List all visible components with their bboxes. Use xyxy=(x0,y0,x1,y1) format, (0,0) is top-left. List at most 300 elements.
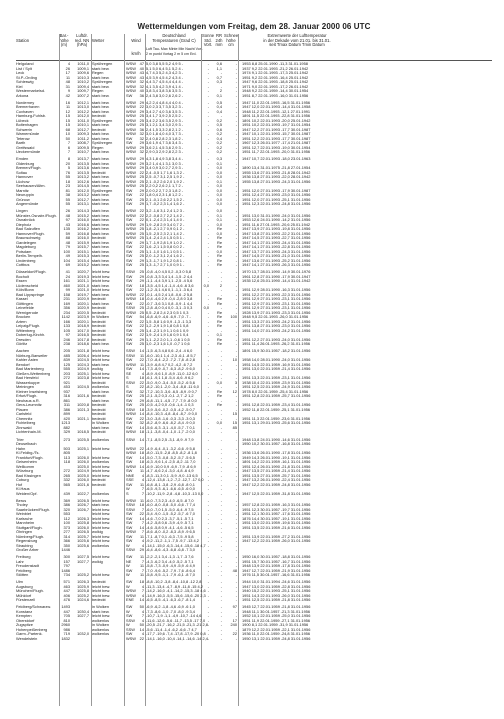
station-weather: stark bew. xyxy=(92,83,110,89)
precipitation: - xyxy=(220,511,222,517)
station-height: 332 xyxy=(63,477,70,483)
station-height: 986 xyxy=(63,626,70,632)
wind-direction: SW xyxy=(126,332,133,338)
temperature-extremes: 1951 12,8 22.01.1959 -23,4 31.01.1956 xyxy=(242,402,311,408)
station-weather: stark bew. xyxy=(92,201,110,207)
sunshine-hours: - xyxy=(207,567,209,573)
station-weather: stark bew. xyxy=(92,502,110,508)
station-pressure: 1025,1 xyxy=(77,445,89,451)
precipitation: - xyxy=(220,287,222,293)
wind-direction: SW xyxy=(126,567,133,573)
wind-direction: SSE xyxy=(126,477,134,483)
station-temperatures: 1,0 -2,3 1,6 1,0 -0,7 1 0,6 xyxy=(146,341,190,347)
station-name: Wellkomm xyxy=(16,463,35,469)
station-weather: leicht bew. xyxy=(92,269,111,275)
precipitation: - xyxy=(220,450,222,456)
station-pressure: 1023,8 xyxy=(77,375,89,381)
station-name: Weinbiet xyxy=(16,511,32,517)
station-pressure: 1012,1 xyxy=(77,99,89,105)
wind-speed: 22 xyxy=(139,445,144,451)
station-pressure: 1016,5 xyxy=(77,332,89,338)
temperature-extremes: 1974 9,1 22.01.1993 -17,3 25.01.1942 xyxy=(242,70,309,75)
station-height: 55 xyxy=(65,174,70,180)
station-temperatures: -4,7 -6,6 2,4 -3,0 -4,8 -6 4,9 xyxy=(146,468,194,474)
sunshine-hours: - xyxy=(207,178,209,184)
wind-direction: SW xyxy=(126,366,133,372)
snow-depth: - xyxy=(235,221,237,227)
station-height: 356 xyxy=(63,305,70,311)
snow-depth: - xyxy=(235,538,237,544)
station-height: 231 xyxy=(63,296,70,302)
sunshine-hours: - xyxy=(207,572,209,578)
temperature-extremes: 1950 10,2 30.01.1957 -16,8 31.01.1956 xyxy=(242,441,311,447)
station-height: 453 xyxy=(63,384,70,390)
temperature-extremes: 1891 10,2 22.01.1993 -20,0 25.01.1942 xyxy=(242,117,311,123)
wind-direction: WSW xyxy=(126,169,136,175)
station-weather: stark bew. xyxy=(92,221,110,227)
sunshine-hours: - xyxy=(207,165,209,171)
snow-depth: - xyxy=(235,278,237,284)
station-weather: leicht bew. xyxy=(92,511,111,517)
snow-depth: - xyxy=(235,524,237,530)
station-name: Tholey xyxy=(16,502,28,508)
wind-direction: WSW xyxy=(126,411,136,417)
precipitation: - xyxy=(220,588,222,594)
sunshine-hours: - xyxy=(207,459,209,465)
station-temperatures: -0,1 -4,5 2,4 1,8 -0,6 -2 5,8 xyxy=(146,291,193,297)
station-height: 1446 xyxy=(61,547,70,553)
snow-depth: - xyxy=(235,160,237,166)
station-height: 205 xyxy=(63,348,70,354)
station-name: Carlsfeld xyxy=(16,411,32,417)
wind-speed: 29 xyxy=(139,547,144,553)
wind-direction: WSW xyxy=(126,174,136,180)
temperature-extremes: 1951 13,0 22.01.1959 -21,4 31.01.1956 xyxy=(242,366,311,372)
station-name: Kempten xyxy=(16,613,32,619)
wind-direction: WSW xyxy=(126,99,136,105)
station-name: Wasserkuppe xyxy=(16,379,40,385)
sunshine-hours: - xyxy=(207,563,209,569)
station-temperatures: 5,1 5,0 6,4 5,1 5,2 4 - xyxy=(146,65,183,71)
station-name: Leipzig/Flugh. xyxy=(16,323,41,329)
station-name: Kl.Feldbg./Ts. xyxy=(16,450,40,456)
snow-depth: - xyxy=(235,122,237,128)
wind-direction: SW xyxy=(126,135,133,141)
station-pressure: 1009,5 xyxy=(77,144,89,150)
station-name: Bad Kissingen xyxy=(16,472,41,478)
station-weather: stark bew. xyxy=(92,192,110,198)
precipitation: - xyxy=(220,384,222,390)
precipitation: 2 xyxy=(219,282,222,288)
station-name: Stuttgart/Flugh. xyxy=(16,524,43,530)
station-temperatures: 4,4 3,7 4,5 4,4 4,4 4 - xyxy=(146,79,183,84)
station-weather: leicht bew. xyxy=(92,445,111,451)
wind-speed: 18 xyxy=(139,282,144,288)
snow-depth: - xyxy=(235,282,237,288)
sunshine-hours: - xyxy=(207,61,209,66)
wind-speed: 14 xyxy=(139,436,144,442)
station-weather: bedeckt xyxy=(92,579,106,585)
wind-speed: 25 xyxy=(139,253,144,259)
snow-depth: - xyxy=(235,472,237,478)
wind-speed: 4 xyxy=(141,542,144,548)
wind-direction: WSW xyxy=(126,104,136,110)
station-temperatures: -3,5 -4,5 1,4 -1,4 -4,6 -6 3,6 xyxy=(146,282,194,288)
station-temperatures: 1,8 0,4 2,3 1,8 1,2 2 - xyxy=(146,192,183,198)
station-name: Göttingen xyxy=(16,300,33,306)
snow-depth: - xyxy=(235,375,237,381)
station-name: Saarbrücken/Flugh. xyxy=(16,506,50,512)
station-height: 11 xyxy=(65,74,70,80)
wind-speed: 22 xyxy=(139,323,144,329)
wind-direction: WSW xyxy=(126,429,136,435)
precipitation: - xyxy=(220,278,222,284)
precipitation: 0,2 xyxy=(216,149,222,155)
temperature-extremes: 1951 12,3 30.01.1957 -19,7 31.01.1956 xyxy=(242,506,311,512)
precipitation: - xyxy=(220,626,222,632)
snow-depth: - xyxy=(235,323,237,329)
temperature-extremes: 1951 13,9 22.01.1959 -27,2 31.01.1956 xyxy=(242,533,311,539)
station-weather: leicht bew. xyxy=(92,613,111,619)
sunshine-hours: - xyxy=(207,140,209,146)
snow-depth: - xyxy=(235,262,237,268)
station-name: Mannheim xyxy=(16,520,35,526)
sunshine-hours: - xyxy=(207,212,209,218)
station-temperatures: 1,3 -1,7 1,9 1,2 0,8 1 - xyxy=(146,257,185,263)
station-pressure: 1026,5 xyxy=(77,529,89,535)
sunshine-hours: - xyxy=(207,196,209,202)
snow-depth: - xyxy=(235,529,237,535)
sunshine-hours: - xyxy=(207,126,209,132)
station-weather: wolkenlos xyxy=(92,490,110,496)
station-height: 125 xyxy=(63,361,70,367)
table-row xyxy=(16,150,492,155)
station-temperatures: -10,2 -11,9 -2,8 -4,8 -10,3 -13 0,0 xyxy=(146,490,204,496)
station-temperatures: 1,8 -2,1 2,7 0,9 0,1 2 - xyxy=(146,226,185,232)
sunshine-hours: - xyxy=(207,415,209,421)
temperature-extremes: 1976 11,5 30.01.1957 -16,6 31.01.1956 xyxy=(242,572,311,578)
snow-depth: 15 xyxy=(232,420,237,426)
sunshine-hours: - xyxy=(207,393,209,399)
temperature-extremes: 1951 12,7 22.01.1993 -19,0 30.01.1954 xyxy=(242,144,311,150)
station-pressure: 1026,3 xyxy=(77,579,89,585)
precipitation: 0,3 xyxy=(216,79,222,84)
sunshine-hours: - xyxy=(207,579,209,585)
station-pressure: 1009,4 xyxy=(77,83,89,89)
wind-direction: SW xyxy=(126,511,133,517)
precipitation: 0,3 xyxy=(216,156,222,162)
sunshine-hours: - xyxy=(207,149,209,155)
station-pressure: 1012,6 xyxy=(77,178,89,184)
sunshine-hours: - xyxy=(207,402,209,408)
station-temperatures: -3,0 -3,8 -1,6 -0,3 -3,3 -3 0,3 xyxy=(146,415,195,421)
precipitation: - xyxy=(220,70,222,75)
station-name: Bocholt xyxy=(16,273,29,279)
snow-depth: - xyxy=(235,459,237,465)
station-name: Zugspitze xyxy=(16,622,33,628)
wind-speed: 43 xyxy=(139,74,144,80)
precipitation: - xyxy=(220,481,222,487)
sunshine-hours: - xyxy=(207,113,209,119)
station-temperatures: -8,0 -11,5 -2,8 -8,5 -8,2 -8 1,8 xyxy=(146,450,197,456)
station-temperatures: 1,1 -2,2 2,0 1,1 -0,6 1 0,5 xyxy=(146,336,190,342)
temperature-extremes: 1936 11,0 22.01.1959 -24,8 31.01.1956 xyxy=(242,631,311,637)
snow-depth: - xyxy=(235,192,237,198)
station-temperatures: 1,9 -2,8 2,9 3,4 0,7 2 - xyxy=(146,221,185,227)
station-weather: leicht bew. xyxy=(92,497,111,503)
temperature-extremes: 1891 14,2 22.01.1959 -16,1 31.01.1956 xyxy=(242,459,311,465)
wind-speed: 11 xyxy=(139,572,144,578)
station-height: 203 xyxy=(63,370,70,376)
station-weather: wolkig xyxy=(92,366,103,372)
station-pressure: 1017,0 xyxy=(77,327,89,333)
station-temperatures: 2,2 0,2 2,6 2,1 1,7 2 - xyxy=(146,183,183,189)
precipitation: - xyxy=(220,506,222,512)
station-height: 100 xyxy=(63,520,70,526)
wind-speed: 22 xyxy=(139,212,144,218)
temperature-extremes: 1900 8,1 22.01.1959 -31,9 31.01.1956 xyxy=(242,622,309,628)
snow-depth: 10 xyxy=(232,357,237,363)
sunshine-hours: - xyxy=(207,626,209,632)
station-name: Hannover xyxy=(16,174,33,180)
sunshine-hours: - xyxy=(207,253,209,259)
wind-speed: 4 xyxy=(141,583,144,589)
sunshine-hours: - xyxy=(207,592,209,598)
station-pressure: 1016,0 xyxy=(77,235,89,241)
snow-depth: - xyxy=(235,572,237,578)
wind-speed: 32 xyxy=(139,135,144,141)
wind-speed: 25 xyxy=(139,341,144,347)
station-height: 24 xyxy=(65,273,70,279)
sunshine-hours: - xyxy=(207,348,209,354)
precipitation: - xyxy=(220,375,222,381)
wind-direction: SW xyxy=(126,481,133,487)
station-temperatures: -0,4 -4,6 2,9 -0,4 -2,8 0 3,8 xyxy=(146,296,193,302)
station-weather: leicht bew. xyxy=(92,357,111,363)
station-weather: leicht bew. xyxy=(92,588,111,594)
sunshine-hours: - xyxy=(207,511,209,517)
station-name: Großer Arber xyxy=(16,547,39,553)
precipitation: - xyxy=(220,269,222,275)
wind-direction: SSW xyxy=(126,506,135,512)
wind-direction: SW xyxy=(126,262,133,268)
precipitation: 0,1 xyxy=(216,160,222,166)
wind-speed: 14 xyxy=(139,463,144,469)
station-height: 118 xyxy=(63,459,70,465)
station-height: 7 xyxy=(67,149,70,155)
station-name: München/Flugh. xyxy=(16,588,44,594)
station-name: Dresden xyxy=(16,336,31,342)
temperature-extremes: 1951 11,7 22.01.1993 -20,0 31.01.1956 xyxy=(242,149,311,155)
temperature-extremes: 1951 12,0 27.01.1993 -17,9 30.01.1987 xyxy=(242,187,311,193)
station-temperatures: 3,1 2,1 3,4 3,0 2,9 3 - xyxy=(146,122,183,128)
wind-direction: WSW xyxy=(126,309,136,315)
report-title: Wettermeldungen vom Freitag, dem 28. Januar 2000 06 UTC xyxy=(137,22,371,31)
station-name: Wendelstein xyxy=(16,635,38,641)
station-name: Lüdenscheid xyxy=(16,282,39,288)
station-height: 135 xyxy=(63,226,70,232)
station-pressure: 1014,5 xyxy=(77,183,89,189)
station-name: Weiden/Opf. xyxy=(16,490,38,496)
snow-depth: - xyxy=(235,296,237,302)
precipitation: - xyxy=(220,572,222,578)
temperature-extremes: 1947 13,6 27.01.1993 -25,2 31.01.1956 xyxy=(242,257,311,263)
snow-depth: - xyxy=(235,201,237,207)
station-weather: bedeckt xyxy=(92,235,106,241)
sunshine-hours: - xyxy=(207,477,209,483)
wind-direction: SW xyxy=(126,613,133,619)
snow-depth: - xyxy=(235,563,237,569)
temperature-extremes: 1951 11,9 22.01.1959 -27,1 31.01.1956 xyxy=(242,617,311,623)
station-weather: stark bew. xyxy=(92,183,110,189)
wind-speed: 22 xyxy=(139,169,144,175)
wind-direction: SSW xyxy=(126,617,135,623)
station-name: Bad Marienberg xyxy=(16,366,44,372)
precipitation: - xyxy=(220,547,222,553)
temperature-extremes: 1947 13,9 27.01.1993 -19,8 31.01.1956 xyxy=(242,226,311,232)
wind-speed: 25 xyxy=(139,269,144,275)
station-temperatures: 1,5 -2,5 2,3 2,1 1,4 2 - xyxy=(146,230,185,236)
precipitation: 0,0 xyxy=(216,169,222,175)
station-temperatures: -9,2 -11,2 -1,1 -7,5 -9,7 -13 4,2 xyxy=(146,538,199,544)
temperature-extremes: 1951 11,3 22.01.1959 -23,6 31.01.1956 xyxy=(242,415,311,421)
wind-speed: 4 xyxy=(141,472,144,478)
snow-depth: - xyxy=(235,165,237,171)
station-height: 373 xyxy=(63,524,70,530)
station-name: Gera-Leumnitz xyxy=(16,402,42,408)
wind-speed: 7 xyxy=(141,613,144,619)
temperature-extremes: 1947 13,7 27.01.1993 -24,3 31.01.1956 xyxy=(242,248,311,254)
station-pressure: 1030,4 xyxy=(77,608,89,614)
wind-direction: WSW xyxy=(126,291,136,297)
station-height: 48 xyxy=(65,79,70,84)
wind-direction: SE xyxy=(126,370,132,376)
station-name: Cottbus xyxy=(16,262,30,268)
wind-speed: 29 xyxy=(139,273,144,279)
station-name: Hannover/Flugh. xyxy=(16,230,45,236)
station-temperatures: -5,6 -11,4 -1,4 -6,2 -6,6 -7 4,7 xyxy=(146,626,197,632)
station-weather: stark bew. xyxy=(92,208,110,214)
snow-depth: - xyxy=(235,608,237,614)
station-temperatures: -12,4 -13,8 -1,2 -7,2 -12,7 -17 0,0 xyxy=(146,477,204,483)
station-name: Teterow xyxy=(16,135,30,141)
wind-direction: SW xyxy=(126,273,133,279)
sunshine-hours: - xyxy=(207,515,209,521)
sunshine-hours: - xyxy=(207,538,209,544)
station-pressure: 1018,9 xyxy=(77,323,89,329)
wind-speed: 18 xyxy=(139,459,144,465)
station-height: 571 xyxy=(63,579,70,585)
station-weather: stark bew. xyxy=(92,253,110,259)
station-temperatures: -4,9 -6,4 -0,1 -3,2 -6,6 -9 5,8 xyxy=(146,445,195,451)
station-height: 18 xyxy=(65,178,70,184)
station-weather: stark bew. xyxy=(92,156,110,162)
wind-direction: SW xyxy=(126,402,133,408)
station-pressure: 1025,2 xyxy=(77,572,89,578)
station-pressure: 1024,5 xyxy=(77,357,89,363)
precipitation: Re xyxy=(217,314,222,320)
station-temperatures: -6,9 -10,0 0,9 -6,9 -7,9 -8 6,9 xyxy=(146,463,196,469)
temperature-extremes: 1951 12,2 27.01.1993 -24,0 31.01.1956 xyxy=(242,336,311,342)
station-temperatures: 4,1 3,5 4,2 3,9 4,1 4 - xyxy=(146,83,183,89)
table-row xyxy=(16,598,492,603)
wind-direction: SSW xyxy=(126,352,135,358)
station-height: 1486 xyxy=(61,567,70,573)
temperature-extremes: 1891 11,5 22.01.1993 -22,8 31.01.1956 xyxy=(242,113,311,119)
snow-depth: - xyxy=(235,384,237,390)
wind-direction: SSW xyxy=(126,305,135,311)
station-pressure: 1025,2 xyxy=(77,592,89,598)
station-pressure: 1012,7 xyxy=(77,126,89,132)
station-weather: bedeckt xyxy=(92,332,106,338)
temperature-extremes: 1928 13,9 27.01.1993 -23,3 31.01.1956 xyxy=(242,309,311,315)
wind-speed: 11 xyxy=(139,554,144,560)
precipitation: Re xyxy=(217,402,222,408)
precipitation: - xyxy=(220,554,222,560)
wind-direction: W xyxy=(126,608,130,614)
station-name: Feldberg/Schwarzw. xyxy=(16,604,52,610)
station-name: Diepholz xyxy=(16,221,32,227)
station-weather: bedeckt xyxy=(92,411,106,417)
precipitation: - xyxy=(220,472,222,478)
wind-direction: SW xyxy=(126,554,133,560)
snow-depth: - xyxy=(235,253,237,259)
station-weather: leicht bew. xyxy=(92,287,111,293)
wind-direction: SW xyxy=(126,314,133,320)
snow-depth: - xyxy=(235,156,237,162)
station-weather: stark bew. xyxy=(92,244,110,250)
temperature-extremes: 1947 14,1 27.01.1993 -24,4 31.01.1956 xyxy=(242,239,311,245)
sunshine-hours: - xyxy=(207,88,209,93)
station-temperatures: -5,0 -9,0 -3,4 -5,0 -5,2 -6 5,6 xyxy=(146,379,195,385)
snow-depth: - xyxy=(235,468,237,474)
station-weather: leicht bew. xyxy=(92,506,111,512)
wind-speed: 22 xyxy=(139,357,144,363)
station-name: Konstanz xyxy=(16,608,33,614)
temperature-extremes: 1951 15,7 30.01.1957 -16,7 31.01.1956 xyxy=(242,558,311,564)
wind-speed: 22 xyxy=(139,318,144,324)
wind-direction: WSW xyxy=(126,88,136,93)
snow-depth: - xyxy=(235,454,237,460)
station-temperatures: -0,8 -3,3 3,4 1,4 -1,5 -2 4,4 xyxy=(146,273,193,279)
precipitation: 0,4 xyxy=(216,104,222,110)
station-weather: wolkenlos xyxy=(92,626,110,632)
snow-depth: - xyxy=(235,336,237,342)
snow-depth: - xyxy=(235,79,237,84)
wind-speed: 4 xyxy=(141,477,144,483)
station-height: 882 xyxy=(63,424,70,430)
station-weather: stark bew. xyxy=(92,160,110,166)
precipitation: Re xyxy=(217,257,222,263)
station-temperatures: -1,2 -5,1 4,6 0,1 -1,1 -3 6,4 xyxy=(146,287,193,293)
sunshine-hours: - xyxy=(207,318,209,324)
wind-speed: 14 xyxy=(139,366,144,372)
sunshine-hours: - xyxy=(207,613,209,619)
sunshine-hours: - xyxy=(207,300,209,306)
station-weather: leicht bew. xyxy=(92,375,111,381)
station-temperatures: 1,2 -2,9 1,9 1,8 0,8 1 0,8 xyxy=(146,323,189,329)
wind-speed: 29 xyxy=(139,278,144,284)
station-weather: bedeckt xyxy=(92,323,106,329)
sunshine-hours: - xyxy=(207,481,209,487)
station-height: 38 xyxy=(65,192,70,198)
precipitation: - xyxy=(220,563,222,569)
wind-speed: 29 xyxy=(139,397,144,403)
station-height: 439 xyxy=(63,490,70,496)
sunshine-hours: - xyxy=(207,187,209,193)
station-weather: wolkenlos xyxy=(92,631,110,637)
station-temperatures: 1,3 -1,7 2,7 1,0 0,9 1 - xyxy=(146,262,185,268)
